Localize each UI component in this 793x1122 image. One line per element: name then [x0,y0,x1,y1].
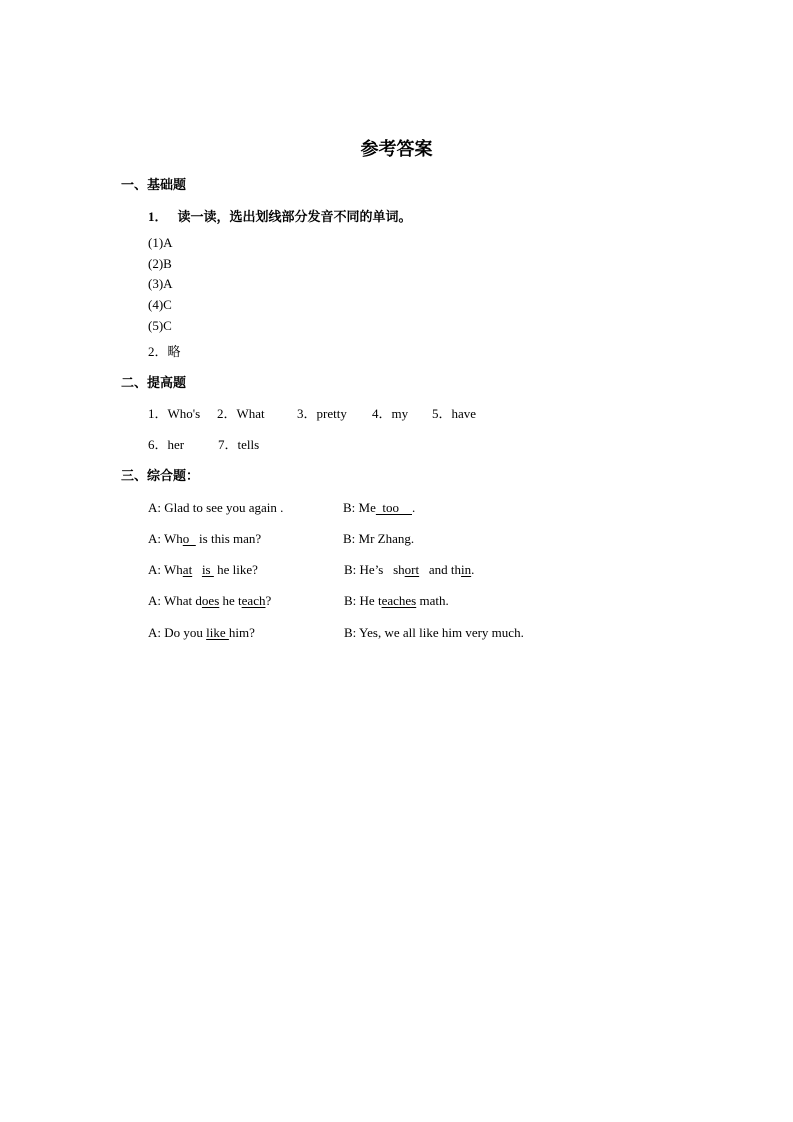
dialog-1-a: A: Glad to see you again . [148,500,284,515]
dialog-3-b: B: He’s short and thin. [344,562,475,577]
fill-blank: too [375,500,412,515]
fill-blank: oes [201,593,220,608]
fill-blank: ort [404,562,420,577]
fill-blank: in [461,562,472,577]
dialog-3-a: A: What is he like? [148,562,258,577]
fill-blank: eaches [381,593,417,608]
advanced-item-7: 7．tells [218,437,260,452]
page-title: 参考答案 [360,139,433,159]
advanced-item-1: 1．Who's [148,406,201,421]
fill-blank: like [206,625,229,640]
question-1-text: 读一读，选出划线部分发音不同的单词。 [177,209,412,224]
question-1-label: 1． [148,209,168,224]
dialog-5-b: B: Yes, we all like him very much. [344,625,524,640]
section-heading-advanced: 二、提高题 [121,375,187,390]
dialog-2-b: B: Mr Zhang. [343,531,415,546]
dialog-2-a: A: Who is this man? [148,531,262,546]
advanced-item-4: 4．my [372,406,409,421]
question-1 [148,210,412,223]
advanced-item-6: 6．her [148,437,185,452]
answer-3: (3)A [148,276,173,291]
answer-1: (1)A [148,235,173,250]
advanced-item-3: 3．pretty [297,406,347,421]
answer-4: (4)C [148,297,172,312]
dialog-4-a: A: What does he teach? [148,593,272,608]
section-heading-basic: 一、基础题 [121,177,187,192]
answer-2: (2)B [148,256,172,271]
fill-blank: at [182,562,193,577]
answer-5: (5)C [148,318,172,333]
dialog-5-a: A: Do you like him? [148,625,255,640]
dialog-4-b: B: He teaches math. [344,593,449,608]
advanced-item-2: 2．What [217,406,265,421]
fill-blank: o [182,531,196,546]
section-heading-comprehensive: 三、综合题： [121,468,200,483]
fill-blank: is [201,562,214,577]
dialog-1-b: B: Me too . [343,500,416,515]
question-2-answer: 2．略 [148,344,181,359]
advanced-item-5: 5．have [432,406,477,421]
fill-blank: each [241,593,266,608]
